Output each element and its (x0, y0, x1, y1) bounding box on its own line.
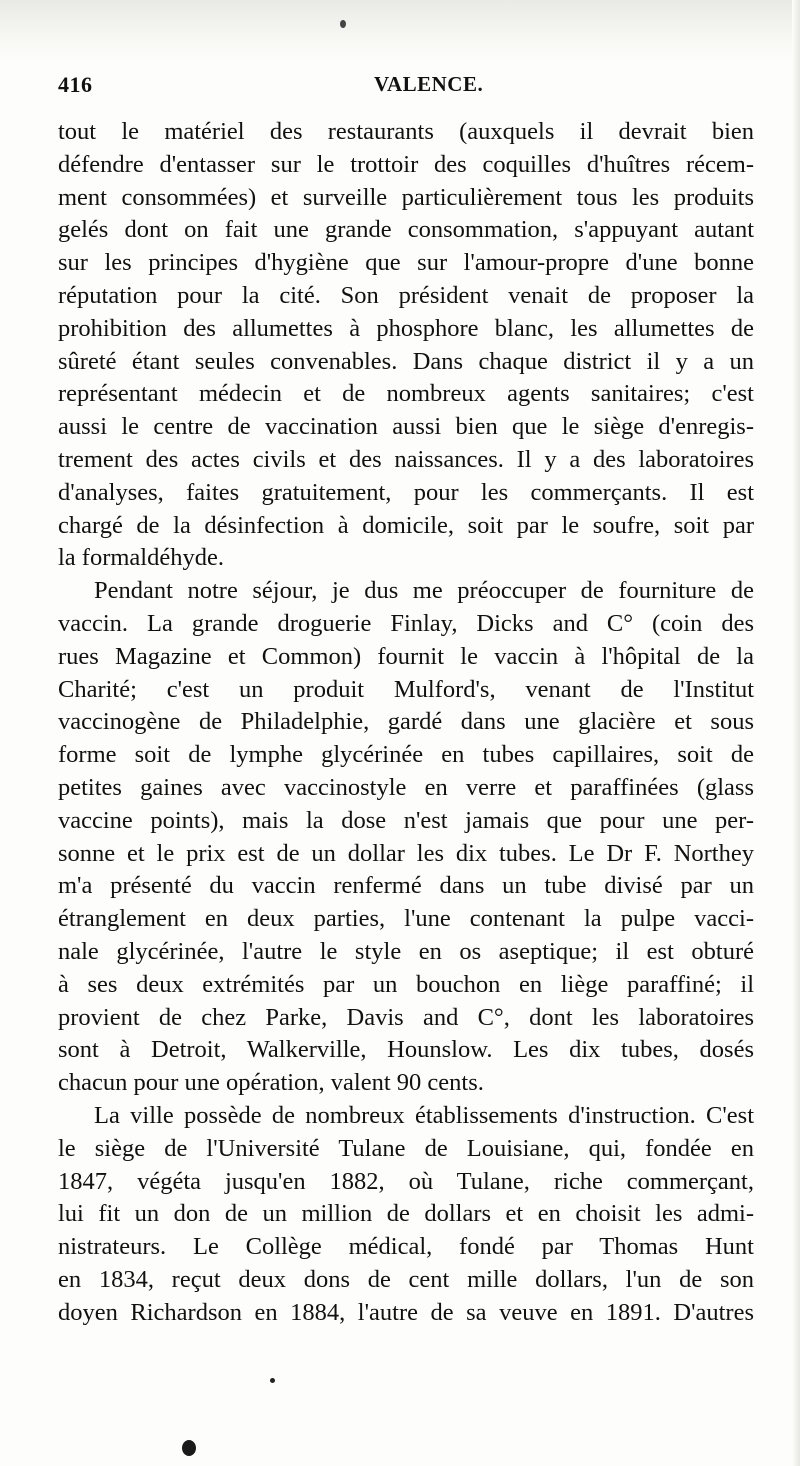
text-line: sonne et le prix est de un dollar les dix tubes. Le Dr F. Northey (58, 839, 754, 867)
text-line: lui fit un don de un million de dollars et en choisit les admi- (58, 1200, 754, 1228)
ink-smudge (182, 1440, 196, 1456)
page-header (58, 72, 750, 102)
text-line: la formaldéhyde. (58, 544, 224, 572)
text-line: trement des actes civils et des naissances. Il y a des laboratoires (58, 445, 754, 473)
running-head: VALENCE. (374, 72, 484, 96)
text-line: aussi le centre de vaccination aussi bien que le siège d'enregis- (58, 413, 754, 441)
text-line: rues Magazine et Common) fournit le vaccin à l'hôpital de la (58, 642, 754, 670)
text-line: chacun pour une opération, valent 90 cents. (58, 1069, 484, 1097)
text-line: réputation pour la cité. Son président venait de proposer la (58, 281, 754, 309)
text-line: en 1834, reçut deux dons de cent mille dollars, l'un de son (58, 1265, 754, 1293)
text-line: doyen Richardson en 1884, l'autre de sa veuve en 1891. D'autres (58, 1298, 754, 1326)
page-edge-shadow (792, 0, 800, 1466)
text-line: sur les principes d'hygiène que sur l'amour-propre d'une bonne (58, 249, 754, 277)
text-line: gelés dont on fait une grande consommation, s'appuyant autant (58, 216, 754, 244)
body-text (58, 116, 754, 1329)
text-line: ment consommées) et surveille particulièrement tous les produits (58, 183, 754, 211)
text-line: nistrateurs. Le Collège médical, fondé par Thomas Hunt (58, 1233, 754, 1261)
text-line: vaccin. La grande droguerie Finlay, Dicks and C° (coin des (58, 609, 754, 637)
text-line: Charité; c'est un produit Mulford's, venant de l'Institut (58, 675, 754, 703)
text-line: étranglement en deux parties, l'une contenant la pulpe vacci- (58, 905, 754, 933)
page-number: 416 (58, 72, 93, 97)
text-line: nale glycérinée, l'autre le style en os aseptique; il est obturé (58, 937, 754, 965)
text-line: chargé de la désinfection à domicile, soit par le soufre, soit par (58, 511, 754, 539)
text-line: le siège de l'Université Tulane de Louisiane, qui, fondée en (58, 1134, 754, 1162)
text-line: défendre d'entasser sur le trottoir des coquilles d'huîtres récem- (58, 150, 754, 178)
text-line: m'a présenté du vaccin renfermé dans un tube divisé par un (58, 872, 754, 900)
text-line: tout le matériel des restaurants (auxquels il devrait bien (58, 118, 754, 145)
text-line: prohibition des allumettes à phosphore blanc, les allumettes de (58, 314, 754, 342)
text-line: petites gaines avec vaccinostyle en verre et paraffinées (glass (58, 773, 754, 801)
scan-shadow (0, 0, 800, 60)
text-line: représentant médecin et de nombreux agents sanitaires; c'est (58, 380, 754, 408)
text-line: 1847, végéta jusqu'en 1882, où Tulane, riche commerçant, (58, 1167, 754, 1195)
text-line: d'analyses, faites gratuitement, pour les commerçants. Il est (58, 478, 754, 506)
text-line: Pendant notre séjour, je dus me préoccuper de fourniture de (94, 577, 754, 605)
text-line: forme soit de lymphe glycérinée en tubes capillaires, soit de (58, 741, 754, 769)
text-line: sûreté étant seules convenables. Dans chaque district il y a un (58, 347, 754, 375)
text-line: vaccinogène de Philadelphie, gardé dans une glacière et sous (58, 708, 754, 736)
scan-speck (340, 20, 346, 28)
text-line: La ville possède de nombreux établissements d'instruction. C'est (94, 1101, 754, 1129)
ink-dot (270, 1378, 275, 1383)
text-line: sont à Detroit, Walkerville, Hounslow. Les dix tubes, dosés (58, 1036, 754, 1064)
text-line: vaccine points), mais la dose n'est jamais que pour une per- (58, 806, 754, 834)
text-line: provient de chez Parke, Davis and C°, dont les laboratoires (58, 1003, 754, 1031)
text-line: à ses deux extrémités par un bouchon en liège paraffiné; il (58, 970, 754, 998)
